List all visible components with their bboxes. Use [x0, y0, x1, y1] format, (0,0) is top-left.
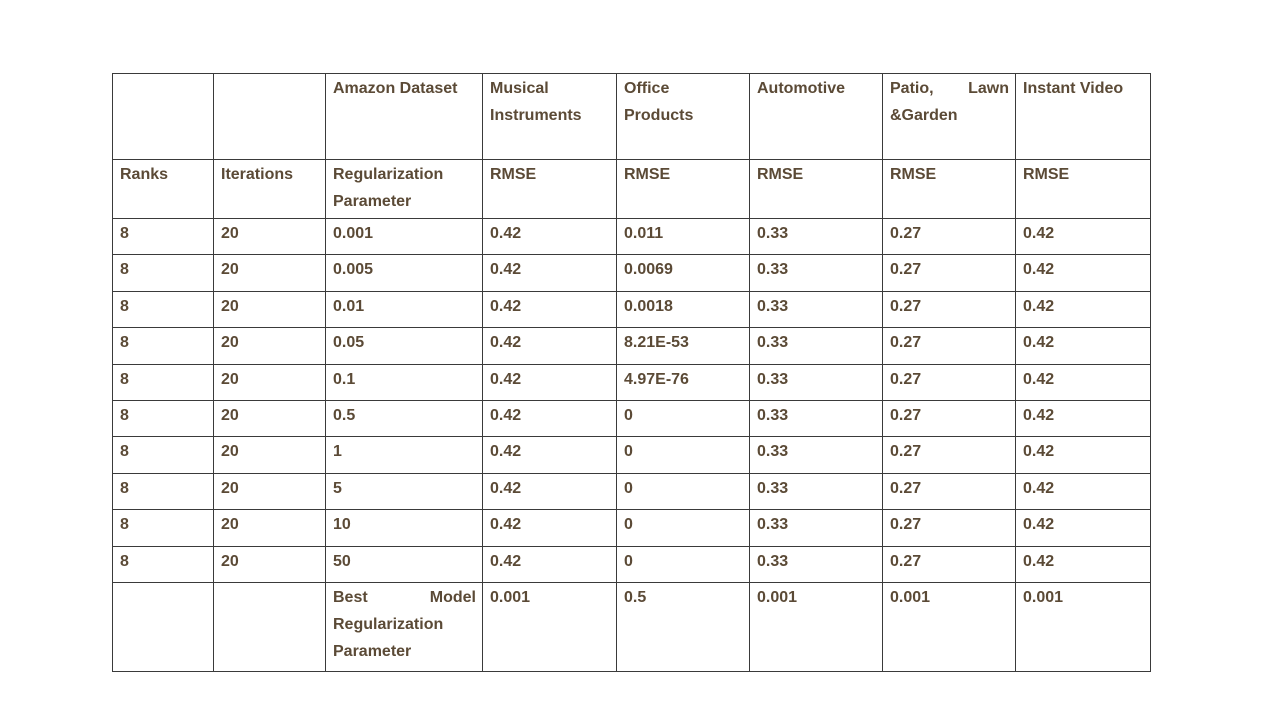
col-header-rmse-1: RMSE [483, 160, 617, 219]
best-cell-empty-1 [113, 582, 214, 671]
cell-ranks: 8 [113, 291, 214, 327]
cell-musical-instruments: 0.42 [483, 546, 617, 582]
table-row [113, 546, 1151, 582]
cell-office-products: 0.011 [617, 219, 750, 255]
best-model-label [326, 582, 483, 671]
cell-patio-lawn-garden: 0.27 [883, 437, 1016, 473]
best-value-patio-lawn-garden: 0.001 [883, 582, 1016, 671]
cell-iterations: 20 [214, 437, 326, 473]
cell-office-products: 8.21E-53 [617, 328, 750, 364]
cell-regularization: 0.005 [326, 255, 483, 291]
cell-musical-instruments: 0.42 [483, 473, 617, 509]
patio-word-1: Patio, [890, 80, 934, 97]
cell-musical-instruments: 0.42 [483, 291, 617, 327]
cell-musical-instruments: 0.42 [483, 364, 617, 400]
col-header-regularization: Regularization Parameter [326, 160, 483, 219]
cell-office-products: 0 [617, 437, 750, 473]
header-cell-empty-2 [214, 74, 326, 160]
cell-regularization: 5 [326, 473, 483, 509]
cell-musical-instruments: 0.42 [483, 437, 617, 473]
data-body [113, 219, 1151, 583]
col-header-rmse-3: RMSE [750, 160, 883, 219]
cell-automotive: 0.33 [750, 437, 883, 473]
cell-instant-video: 0.42 [1016, 400, 1151, 436]
cell-office-products: 0.0018 [617, 291, 750, 327]
cell-instant-video: 0.42 [1016, 255, 1151, 291]
cell-automotive: 0.33 [750, 255, 883, 291]
cell-office-products: 0.0069 [617, 255, 750, 291]
cell-automotive: 0.33 [750, 510, 883, 546]
table-row [113, 255, 1151, 291]
best-label-line-1 [333, 584, 476, 611]
patio-word-2: Lawn [968, 80, 1009, 97]
cell-regularization: 0.05 [326, 328, 483, 364]
table-row [113, 291, 1151, 327]
header-cell-amazon-dataset: Amazon Dataset [326, 74, 483, 160]
cell-patio-lawn-garden: 0.27 [883, 546, 1016, 582]
table-row [113, 328, 1151, 364]
cell-instant-video: 0.42 [1016, 546, 1151, 582]
table-row [113, 510, 1151, 546]
cell-ranks: 8 [113, 546, 214, 582]
col-header-iterations: Iterations [214, 160, 326, 219]
header-cell-patio-lawn-garden [883, 74, 1016, 160]
cell-automotive: 0.33 [750, 291, 883, 327]
cell-regularization: 10 [326, 510, 483, 546]
cell-instant-video: 0.42 [1016, 328, 1151, 364]
cell-patio-lawn-garden: 0.27 [883, 255, 1016, 291]
cell-automotive: 0.33 [750, 328, 883, 364]
table-row [113, 364, 1151, 400]
patio-line-1 [890, 75, 1009, 102]
cell-musical-instruments: 0.42 [483, 400, 617, 436]
cell-ranks: 8 [113, 437, 214, 473]
cell-patio-lawn-garden: 0.27 [883, 473, 1016, 509]
cell-iterations: 20 [214, 328, 326, 364]
col-header-ranks: Ranks [113, 160, 214, 219]
cell-patio-lawn-garden: 0.27 [883, 400, 1016, 436]
best-word: Best [333, 588, 368, 606]
cell-iterations: 20 [214, 364, 326, 400]
best-cell-empty-2 [214, 582, 326, 671]
cell-iterations: 20 [214, 400, 326, 436]
cell-regularization: 0.001 [326, 219, 483, 255]
best-value-automotive: 0.001 [750, 582, 883, 671]
header-cell-instant-video: Instant Video [1016, 74, 1151, 160]
cell-iterations: 20 [214, 255, 326, 291]
col-header-rmse-5: RMSE [1016, 160, 1151, 219]
cell-ranks: 8 [113, 255, 214, 291]
cell-instant-video: 0.42 [1016, 291, 1151, 327]
cell-patio-lawn-garden: 0.27 [883, 364, 1016, 400]
cell-office-products: 4.97E-76 [617, 364, 750, 400]
cell-automotive: 0.33 [750, 400, 883, 436]
cell-iterations: 20 [214, 219, 326, 255]
cell-instant-video: 0.42 [1016, 473, 1151, 509]
cell-regularization: 1 [326, 437, 483, 473]
header-cell-automotive: Automotive [750, 74, 883, 160]
cell-instant-video: 0.42 [1016, 364, 1151, 400]
cell-automotive: 0.33 [750, 219, 883, 255]
cell-iterations: 20 [214, 473, 326, 509]
cell-patio-lawn-garden: 0.27 [883, 328, 1016, 364]
best-value-musical-instruments: 0.001 [483, 582, 617, 671]
col-header-rmse-2: RMSE [617, 160, 750, 219]
cell-ranks: 8 [113, 328, 214, 364]
table-row [113, 473, 1151, 509]
cell-musical-instruments: 0.42 [483, 255, 617, 291]
cell-regularization: 0.1 [326, 364, 483, 400]
cell-iterations: 20 [214, 291, 326, 327]
dataset-header-row [113, 74, 1151, 160]
cell-ranks: 8 [113, 473, 214, 509]
cell-musical-instruments: 0.42 [483, 328, 617, 364]
cell-office-products: 0 [617, 400, 750, 436]
cell-instant-video: 0.42 [1016, 219, 1151, 255]
cell-regularization: 0.01 [326, 291, 483, 327]
cell-automotive: 0.33 [750, 364, 883, 400]
best-value-office-products: 0.5 [617, 582, 750, 671]
cell-iterations: 20 [214, 510, 326, 546]
best-label-rest: Regularization Parameter [333, 615, 444, 660]
cell-office-products: 0 [617, 510, 750, 546]
table-row [113, 437, 1151, 473]
cell-iterations: 20 [214, 546, 326, 582]
table-row [113, 219, 1151, 255]
patio-line-2: &Garden [890, 107, 958, 124]
model-word: Model [429, 588, 476, 606]
header-cell-empty-1 [113, 74, 214, 160]
header-cell-musical-instruments: Musical Instruments [483, 74, 617, 160]
cell-ranks: 8 [113, 400, 214, 436]
table-row [113, 400, 1151, 436]
header-cell-office-products: Office Products [617, 74, 750, 160]
cell-musical-instruments: 0.42 [483, 510, 617, 546]
column-header-row [113, 160, 1151, 219]
cell-automotive: 0.33 [750, 473, 883, 509]
best-model-row [113, 582, 1151, 671]
cell-patio-lawn-garden: 0.27 [883, 219, 1016, 255]
cell-regularization: 50 [326, 546, 483, 582]
cell-instant-video: 0.42 [1016, 510, 1151, 546]
col-header-rmse-4: RMSE [883, 160, 1016, 219]
cell-patio-lawn-garden: 0.27 [883, 291, 1016, 327]
cell-office-products: 0 [617, 546, 750, 582]
cell-ranks: 8 [113, 510, 214, 546]
best-value-instant-video: 0.001 [1016, 582, 1151, 671]
rmse-table [112, 73, 1151, 672]
cell-automotive: 0.33 [750, 546, 883, 582]
cell-musical-instruments: 0.42 [483, 219, 617, 255]
cell-regularization: 0.5 [326, 400, 483, 436]
cell-ranks: 8 [113, 219, 214, 255]
cell-patio-lawn-garden: 0.27 [883, 510, 1016, 546]
cell-instant-video: 0.42 [1016, 437, 1151, 473]
cell-ranks: 8 [113, 364, 214, 400]
cell-office-products: 0 [617, 473, 750, 509]
